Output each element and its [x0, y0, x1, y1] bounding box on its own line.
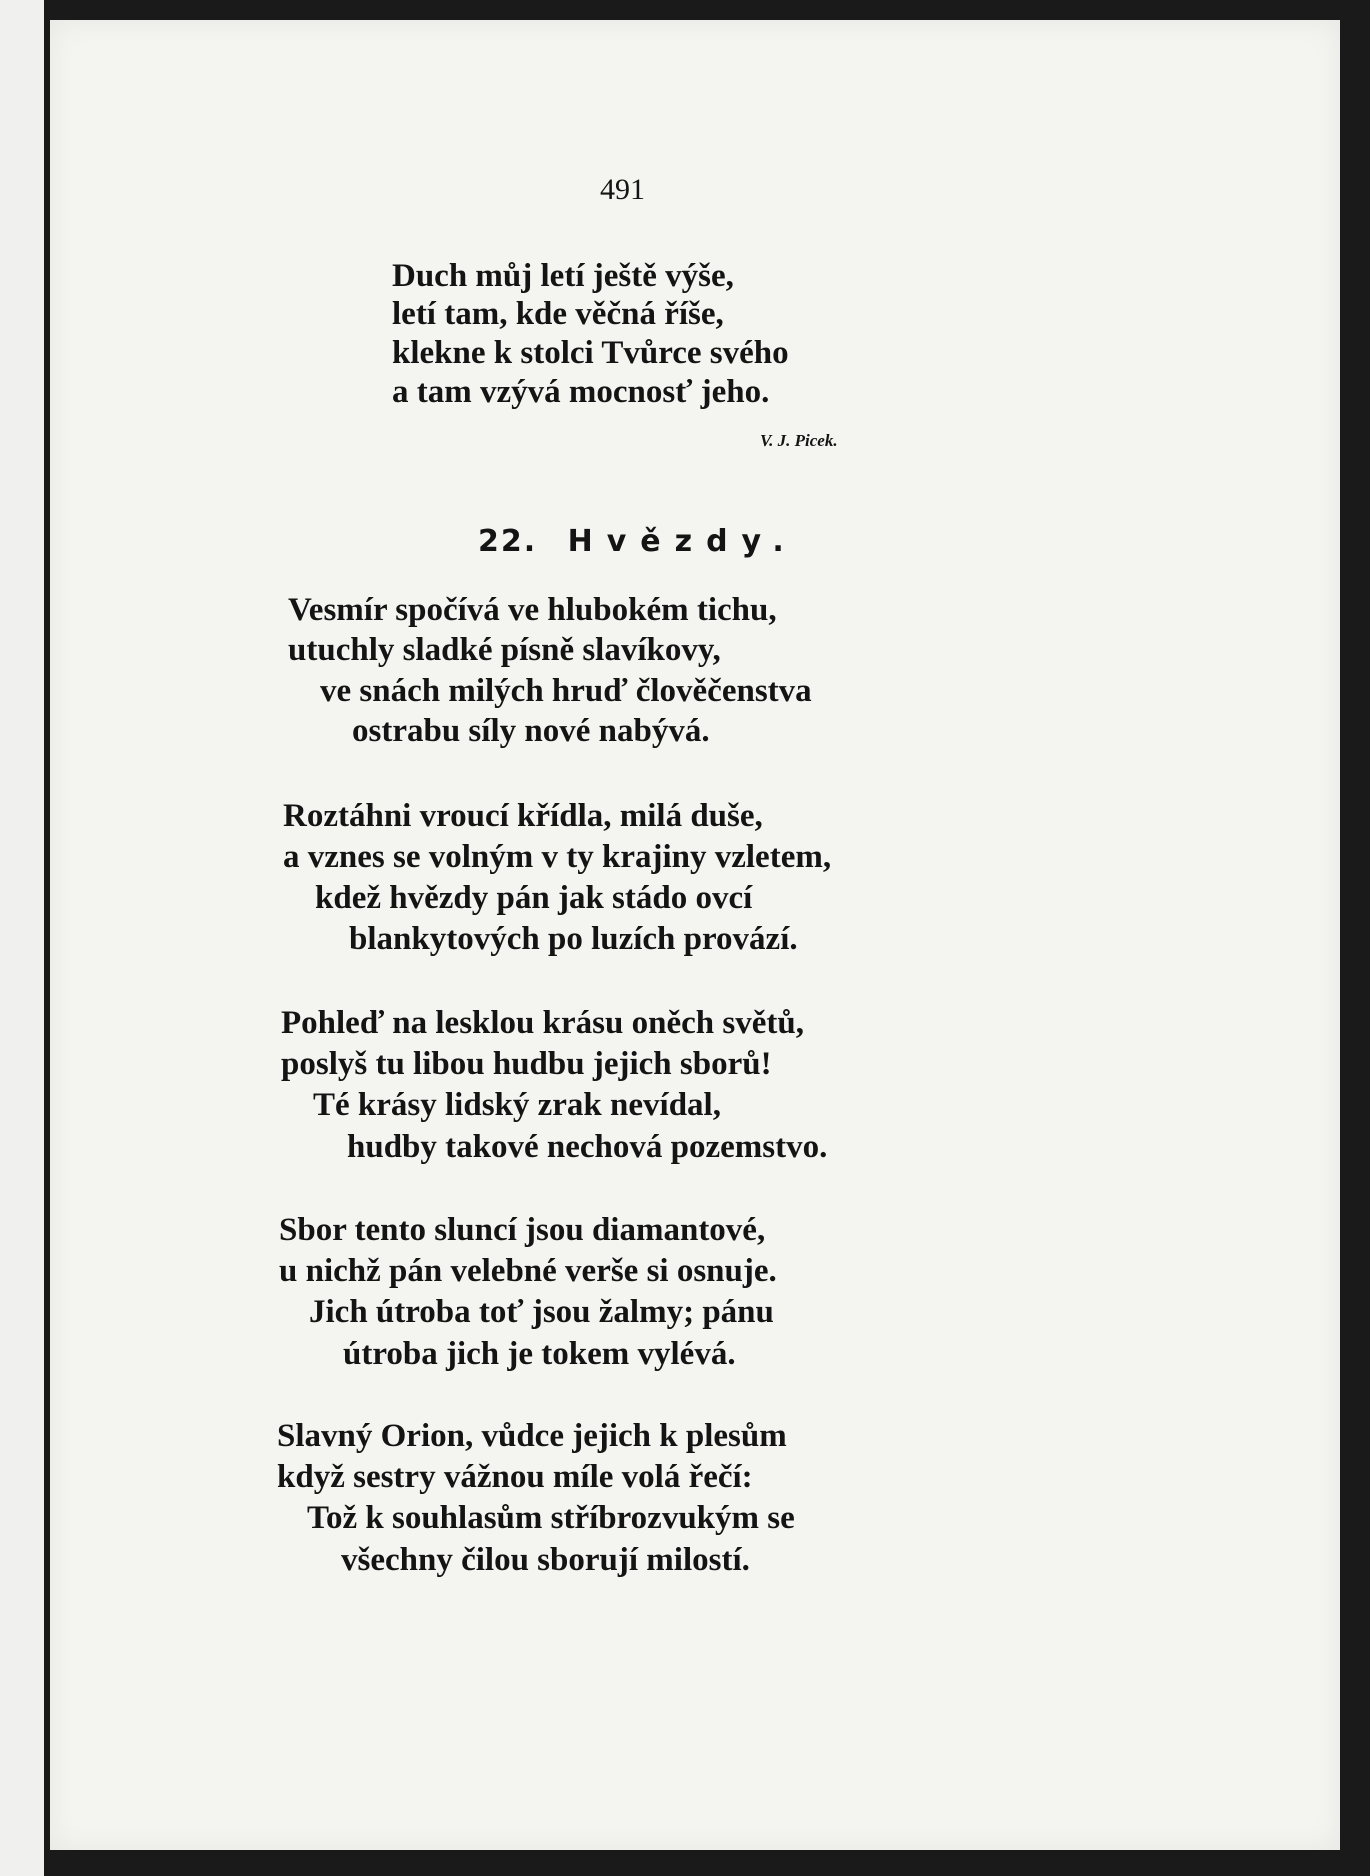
verse-line: všechny čilou sborují milostí.	[341, 1542, 750, 1578]
verse-line: ve snách milých hruď člověčenstva	[320, 673, 812, 709]
verse-line: klekne k stolci Tvůrce svého	[392, 335, 789, 371]
verse-line: když sestry vážnou míle volá řečí:	[277, 1459, 753, 1495]
verse-line: Té krásy lidský zrak nevídal,	[313, 1087, 721, 1123]
verse-line: kdež hvězdy pán jak stádo ovcí	[315, 880, 753, 916]
verse-line: Pohleď na lesklou krásu oněch světů,	[281, 1005, 804, 1041]
poem-heading	[478, 524, 798, 559]
verse-line: Sbor tento sluncí jsou diamantové,	[279, 1212, 766, 1248]
poem-title: Hvězdy.	[567, 524, 798, 559]
verse-line: Vesmír spočívá ve hlubokém tichu,	[288, 592, 777, 628]
verse-line: a vznes se volným v ty krajiny vzletem,	[283, 839, 832, 875]
verse-line: útroba jich je tokem vylévá.	[343, 1336, 736, 1372]
verse-line: Duch můj letí ještě výše,	[392, 258, 734, 294]
author-attribution: V. J. Picek.	[760, 431, 838, 450]
verse-line: u nichž pán velebné verše si osnuje.	[279, 1253, 777, 1289]
verse-line: utuchly sladké písně slavíkovy,	[288, 632, 721, 668]
verse-line: poslyš tu libou hudbu jejich sborů!	[281, 1046, 772, 1082]
verse-line: Jich útroba toť jsou žalmy; pánu	[309, 1294, 774, 1330]
verse-line: Roztáhni vroucí křídla, milá duše,	[283, 798, 763, 834]
poem-number: 22.	[478, 524, 538, 559]
verse-line: blankytových po luzích provází.	[349, 921, 798, 957]
verse-line: ostrabu síly nové nabývá.	[352, 713, 710, 749]
verse-line: a tam vzývá mocnosť jeho.	[392, 374, 770, 410]
verse-line: hudby takové nechová pozemstvo.	[347, 1129, 828, 1165]
verse-line: Slavný Orion, vůdce jejich k plesům	[277, 1418, 787, 1454]
page-edge	[0, 0, 50, 1876]
verse-line: letí tam, kde věčná říše,	[392, 296, 724, 332]
verse-line: Tož k souhlasům stříbrozvukým se	[307, 1500, 795, 1536]
page-number: 491	[600, 173, 645, 206]
